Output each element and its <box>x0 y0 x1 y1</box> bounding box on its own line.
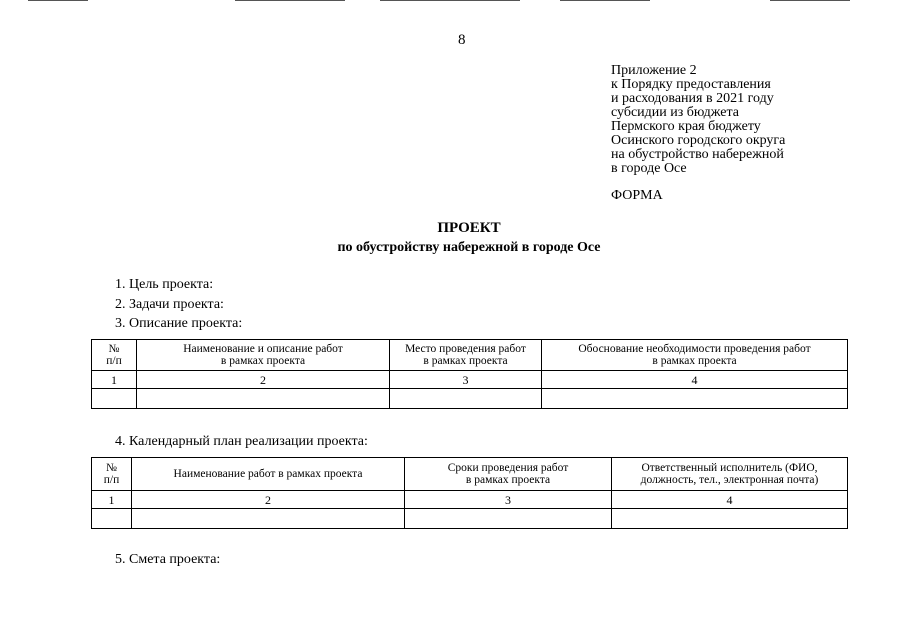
table-header-row <box>92 340 848 371</box>
header-cell-work-place: Место проведения работ в рамках проекта <box>390 340 542 371</box>
scan-line <box>380 0 520 1</box>
scan-line <box>770 0 850 1</box>
form-label: ФОРМА <box>611 188 663 203</box>
calendar-plan-table <box>91 457 848 529</box>
table-cell: 1 <box>92 371 137 389</box>
table-cell[interactable] <box>92 509 132 529</box>
project-description-table <box>91 339 848 409</box>
header-cell-work-name: Наименование и описание работ в рамках проекта <box>137 340 390 371</box>
header-cell-justification: Обоснование необходимости проведения работ в рамках проекта <box>542 340 848 371</box>
header-cell-work-name: Наименование работ в рамках проекта <box>132 458 405 491</box>
table-row <box>92 509 848 529</box>
table-cell: 3 <box>390 371 542 389</box>
item-goal: 1. Цель проекта: <box>115 277 214 292</box>
page-number: 8 <box>458 32 466 48</box>
table-header-row <box>92 458 848 491</box>
appendix-line: субсидии из бюджета <box>611 105 740 120</box>
table-cell[interactable] <box>405 509 612 529</box>
table-number-row <box>92 371 848 389</box>
table-cell: 2 <box>137 371 390 389</box>
item-calendar: 4. Календарный план реализации проекта: <box>115 434 368 449</box>
table-cell: 4 <box>612 491 848 509</box>
item-budget: 5. Смета проекта: <box>115 552 221 567</box>
table-cell[interactable] <box>542 389 848 409</box>
table-cell: 2 <box>132 491 405 509</box>
item-description: 3. Описание проекта: <box>115 316 243 331</box>
scan-line <box>235 0 345 1</box>
appendix-note <box>611 64 841 176</box>
item-tasks: 2. Задачи проекта: <box>115 297 224 312</box>
appendix-line: и расходования в 2021 году <box>611 91 774 106</box>
header-cell-number: № п/п <box>92 458 132 491</box>
table-cell[interactable] <box>390 389 542 409</box>
table-cell: 4 <box>542 371 848 389</box>
document-title: ПРОЕКТ <box>437 220 501 236</box>
table-cell[interactable] <box>132 509 405 529</box>
table-row <box>92 389 848 409</box>
appendix-line: к Порядку предоставления <box>611 77 771 92</box>
scan-line <box>28 0 88 1</box>
table-cell: 3 <box>405 491 612 509</box>
table-cell[interactable] <box>92 389 137 409</box>
table-cell: 1 <box>92 491 132 509</box>
appendix-line: Приложение 2 <box>611 63 697 78</box>
appendix-line: в городе Осе <box>611 161 687 176</box>
table-cell[interactable] <box>137 389 390 409</box>
header-cell-work-dates: Сроки проведения работ в рамках проекта <box>405 458 612 491</box>
header-cell-responsible: Ответственный исполнитель (ФИО, должность, тел., электронная почта) <box>612 458 848 491</box>
table-number-row <box>92 491 848 509</box>
appendix-line: на обустройство набережной <box>611 147 784 162</box>
header-cell-number: № п/п <box>92 340 137 371</box>
document-subtitle: по обустройству набережной в городе Осе <box>337 240 601 255</box>
appendix-line: Осинского городского округа <box>611 133 786 148</box>
scan-line <box>560 0 650 1</box>
appendix-line: Пермского края бюджету <box>611 119 761 134</box>
table-cell[interactable] <box>612 509 848 529</box>
